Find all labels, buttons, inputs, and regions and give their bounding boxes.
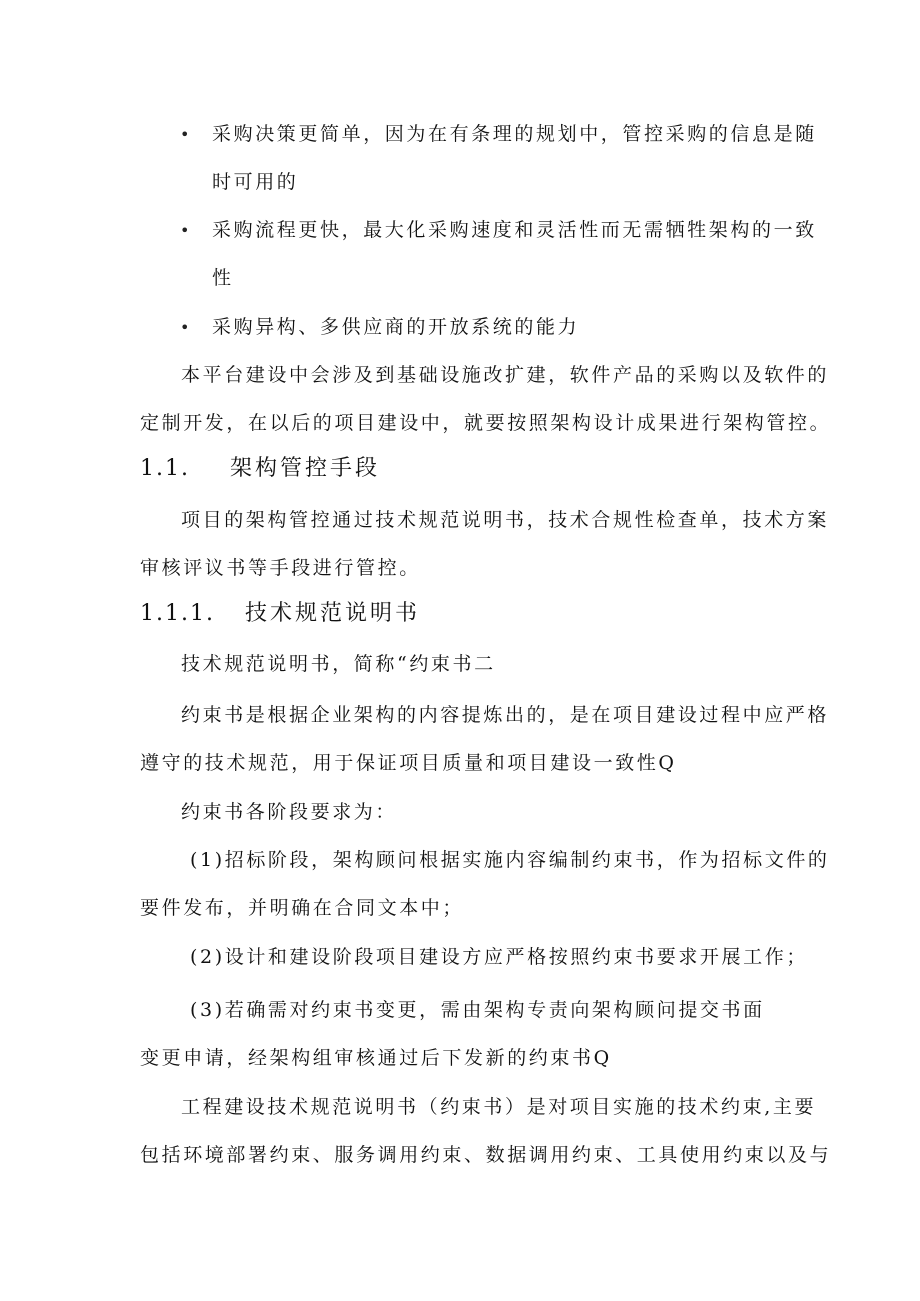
bullet-item-text-continued: 性 xyxy=(212,267,234,289)
section-paragraph-line: 审核评议书等手段进行管控。 xyxy=(140,557,421,579)
body-paragraph-line: 包括环境部署约束、服务调用约束、数据调用约束、工具使用约束以及与 xyxy=(140,1144,832,1166)
numbered-item-line: (2)设计和建设阶段项目建设方应严格按照约束书要求开展工作； xyxy=(190,946,808,968)
body-paragraph-line: 约束书是根据企业架构的内容提炼出的，是在项目建设过程中应严格 xyxy=(181,704,830,726)
numbered-item-line: 要件发布，并明确在合同文本中； xyxy=(140,897,465,919)
body-paragraph-line: 遵守的技术规范，用于保证项目质量和项目建设一致性Q xyxy=(140,752,677,774)
bullet-item-text-continued: 时可用的 xyxy=(212,171,299,193)
section-heading-1-1 xyxy=(140,455,380,483)
section-number: 1.1. xyxy=(140,456,190,481)
section-heading-1-1-1 xyxy=(140,600,420,628)
section-paragraph-line: 项目的架构管控通过技术规范说明书，技术合规性检查单，技术方案 xyxy=(181,509,830,531)
section-title: 架构管控手段 xyxy=(229,456,380,481)
bullet-dot: • xyxy=(180,125,190,144)
numbered-item-line: 变更申请，经架构组审核通过后下发新的约束书Q xyxy=(140,1047,612,1069)
body-paragraph: 技术规范说明书，简称“约束书二 xyxy=(181,653,496,675)
bullet-item-text: 采购决策更简单，因为在有条理的规划中，管控采购的信息是随 xyxy=(212,123,817,145)
section-number: 1.1.1. xyxy=(140,601,215,626)
numbered-item-line: (3)若确需对约束书变更，需由架构专责向架构顾问提交书面 xyxy=(190,999,765,1021)
body-paragraph-line: 工程建设技术规范说明书（约束书）是对项目实施的技术约束,主要 xyxy=(181,1096,817,1118)
intro-paragraph-line: 定制开发，在以后的项目建设中，就要按照架构设计成果进行架构管控。 xyxy=(140,412,832,434)
bullet-item-text: 采购流程更快，最大化采购速度和灵活性而无需牺牲架构的一致 xyxy=(212,219,817,241)
section-title: 技术规范说明书 xyxy=(244,601,420,626)
bullet-dot: • xyxy=(180,318,190,337)
bullet-dot: • xyxy=(180,221,190,240)
body-paragraph: 约束书各阶段要求为： xyxy=(181,801,398,823)
numbered-item-line: (1)招标阶段，架构顾问根据实施内容编制约束书，作为招标文件的 xyxy=(190,849,830,871)
intro-paragraph-line: 本平台建设中会涉及到基础设施改扩建，软件产品的采购以及软件的 xyxy=(181,364,830,386)
bullet-item-text: 采购异构、多供应商的开放系统的能力 xyxy=(212,316,580,338)
